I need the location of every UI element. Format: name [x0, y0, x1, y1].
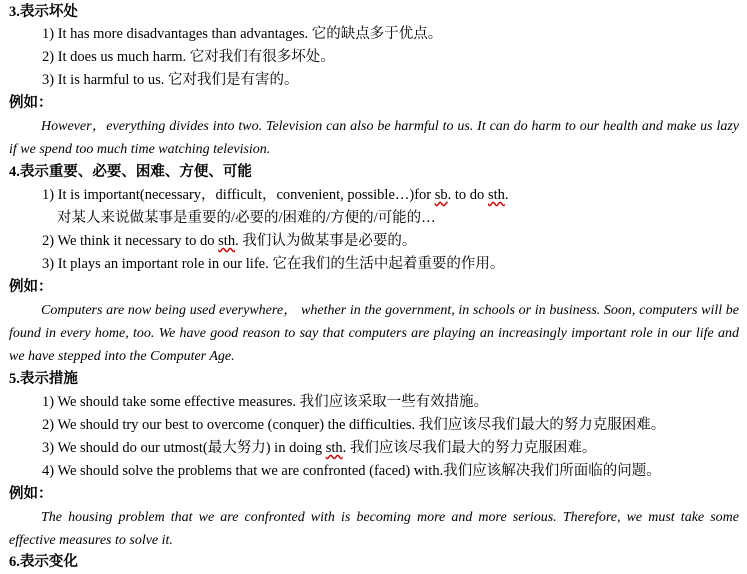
section-3-example-label: 例如：: [9, 95, 53, 111]
section-3-example-text: [9, 115, 739, 161]
section-4-item-2-end: . 我们认为做某事是必要的。: [235, 233, 417, 249]
section-4-item-1-mid: . to do: [447, 187, 488, 203]
section-4-item-1: [42, 184, 747, 206]
section-4-example-text: [9, 299, 739, 368]
section-5-item-2: 2) We should try our best to overcome (conquer) the difficulties. 我们应该尽我们最大的努力克服困难。: [42, 417, 666, 433]
section-3-item-2: 2) It does us much harm. 它对我们有很多坏处。: [42, 49, 335, 65]
section-5-item-3: [42, 437, 747, 459]
section-4-item-3: 3) It plays an important role in our life. 它在我们的生活中起着重要的作用。: [42, 256, 505, 272]
spellcheck-sth: sth: [325, 440, 343, 456]
section-4-item-1-text: 1) It is important(necessary，difficult，convenient, possible…)for: [42, 187, 435, 203]
section-3-heading: 3.表示坏处: [9, 4, 78, 20]
section-4-item-2: [42, 230, 747, 252]
section-3-item-1: 1) It has more disadvantages than advantages. 它的缺点多于优点。: [42, 26, 443, 42]
section-4-heading: 4.表示重要、必要、困难、方便、可能: [9, 164, 252, 180]
section-3-item-3: 3) It is harmful to us. 它对我们是有害的。: [42, 72, 299, 88]
spellcheck-sth: sth: [487, 187, 505, 203]
section-5-item-1: 1) We should take some effective measures. 我们应该采取一些有效措施。: [42, 394, 489, 410]
section-4-example-paragraph: Computers are now being used everywhere， whether in the government, in schools or in business. Soon, computers will be found in every home, too. We have good reason to say that computers are playing an increasingly important role in our life and we have stepped into the Computer Age.: [9, 303, 739, 364]
section-5-item-3-end: . 我们应该尽我们最大的努力克服困难。: [342, 440, 597, 456]
section-4-example-label: 例如：: [9, 279, 53, 295]
section-6-heading: 6.表示变化: [9, 554, 78, 570]
section-3-example-paragraph: However，everything divides into two. Television can also be harmful to us. It can do harm to our health and make us lazy if we spend too much time watching television.: [9, 119, 739, 157]
section-5-item-4: 4) We should solve the problems that we are confronted (faced) with.我们应该解决我们所面临的问题。: [42, 463, 661, 479]
section-5-example-text: [9, 506, 739, 552]
section-5-example-paragraph: The housing problem that we are confronted with is becoming more and more serious. Therefore, we must take some effective measures to solve it.: [9, 510, 739, 548]
section-4-item-1-translation: 对某人来说做某事是重要的/必要的/困难的/方便的/可能的…: [57, 210, 436, 226]
spellcheck-sth: sth: [218, 233, 236, 249]
section-4-item-1-end: .: [504, 187, 509, 203]
spellcheck-sb: sb: [434, 187, 448, 203]
section-5-heading: 5.表示措施: [9, 371, 78, 387]
section-5-example-label: 例如：: [9, 486, 53, 502]
section-4-item-2-text: 2) We think it necessary to do: [42, 233, 219, 249]
section-5-item-3-text: 3) We should do our utmost(最大努力) in doing: [42, 440, 326, 456]
